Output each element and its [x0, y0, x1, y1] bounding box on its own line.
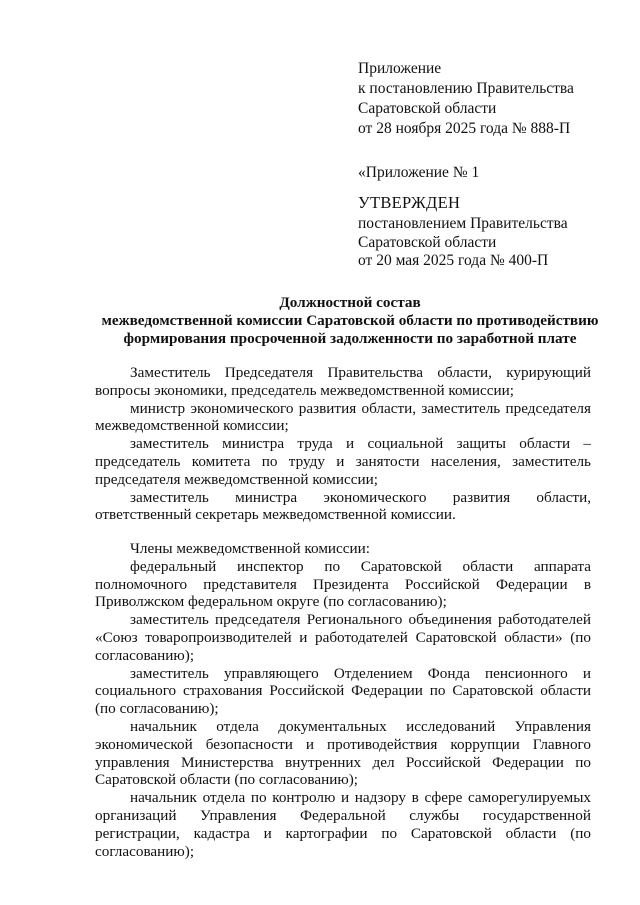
leadership-item: министр экономического развития области, заместитель председателя межведомственной комиссии; — [95, 399, 591, 435]
leadership-item: заместитель министра экономического развития области, ответственный секретарь межведомственной комиссии. — [95, 488, 591, 524]
members-list — [95, 540, 591, 860]
approved-line: от 20 мая 2025 года № 400-П — [358, 252, 549, 269]
leadership-item: заместитель министра труда и социальной защиты области – председатель комитета по труду и занятости населения, заместитель председателя межведомственной комиссии; — [95, 435, 591, 488]
member-item: начальник отдела по контролю и надзору в сфере саморегулируемых организаций Управления Федеральной службы государственной регистрации, кадастра и картографии по Саратовской области (по согласованию); — [95, 789, 591, 860]
leadership-item: Заместитель Председателя Правительства области, курирующий вопросы экономики, председатель межведомственной комиссии; — [95, 364, 591, 399]
appendix-header-line: Приложение — [358, 60, 442, 77]
appendix-reference: «Приложение № 1 — [358, 164, 480, 181]
approved-line: постановлением Правительства — [358, 215, 568, 232]
appendix-header — [358, 59, 574, 139]
approved-heading: УТВЕРЖДЕН — [358, 193, 461, 212]
appendix-header-line: Саратовской области — [358, 100, 497, 117]
member-item: федеральный инспектор по Саратовской области аппарата полномочного представителя Президента Российской Федерации в Приволжском федеральном округе (по согласованию); — [95, 557, 591, 611]
title-line: формирования просроченной задолженности по заработной плате — [123, 330, 577, 347]
approved-line: Саратовской области — [358, 233, 497, 251]
member-item: заместитель председателя Регионального объединения работодателей «Союз товаропроизводителей и работодателей Саратовской области» (по согласованию); — [95, 611, 591, 664]
leadership-list — [95, 364, 591, 524]
member-item: начальник отдела документальных исследований Управления экономической безопасности и противодействия коррупции Главного управления Министерства внутренних дел Российской Федерации по Саратовской области (по согласованию); — [95, 717, 591, 789]
appendix-header-line: к постановлению Правительства — [358, 80, 574, 97]
approved-block — [358, 163, 568, 271]
appendix-header-line: от 28 ноября 2025 года № 888-П — [358, 120, 571, 137]
members-heading: Члены межведомственной комиссии: — [130, 540, 371, 557]
document-title — [80, 294, 620, 348]
member-item: заместитель управляющего Отделением Фонда пенсионного и социального страхования Российской Федерации по Саратовской области (по согласованию); — [95, 664, 591, 718]
title-line: Должностной состав — [279, 294, 421, 311]
title-line: межведомственной комиссии Саратовской области по противодействию — [101, 312, 599, 329]
